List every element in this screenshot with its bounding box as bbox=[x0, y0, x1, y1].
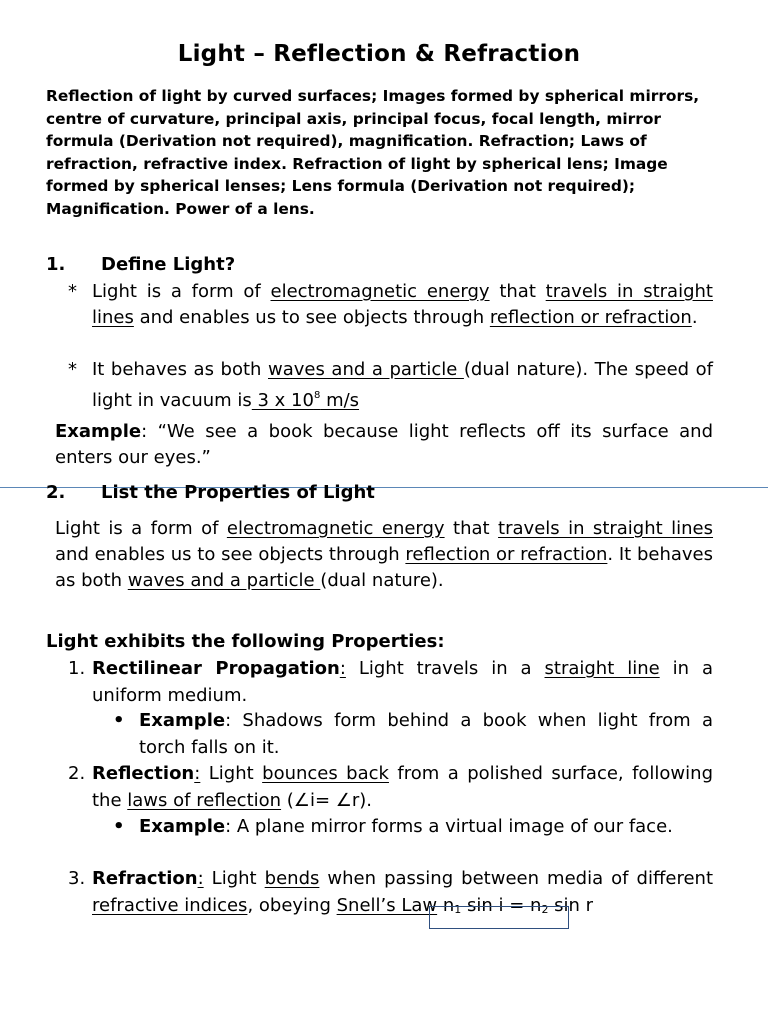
example-label: Example bbox=[139, 816, 226, 837]
example-text: : “We see a book because light reflects off its surface and enters our eyes.” bbox=[55, 421, 713, 468]
text-run: Light is a form of bbox=[92, 281, 271, 302]
text-run: 3 x 10 bbox=[251, 390, 314, 411]
text-run: (∠i= ∠r). bbox=[281, 789, 373, 811]
property-label: Reflection bbox=[92, 763, 195, 784]
item-text bbox=[92, 656, 713, 709]
text-run: : bbox=[197, 868, 204, 889]
syllabus-paragraph: Reflection of light by curved surfaces; Images formed by spherical mirrors, centre of curvature, principal axis, principal focus, focal length, mirror formula (Derivation not required), magnification. Refraction; Laws of refraction, refractive index. Refraction of light by spherical lens; Image formed by spherical lenses; Lens formula (Derivation not required); Magnification. Power of a lens. bbox=[46, 87, 700, 218]
text-run: : bbox=[339, 658, 346, 679]
item-number: 1. bbox=[68, 658, 86, 679]
properties-intro-paragraph bbox=[55, 516, 713, 594]
text-run: , obeying bbox=[247, 894, 337, 916]
question-2-heading bbox=[46, 482, 375, 503]
underlined-term: refractive indices bbox=[92, 894, 248, 916]
underlined-term: travels in straight lines bbox=[92, 281, 713, 328]
text-run: Light bbox=[200, 763, 263, 784]
text-run: and enables us to see objects through bbox=[55, 544, 406, 565]
definition-bullet-1 bbox=[68, 279, 713, 331]
example-paragraph bbox=[55, 419, 713, 471]
text-run: in a uniform medium. bbox=[92, 658, 714, 706]
speed-of-light-value bbox=[252, 390, 359, 411]
property-label: Rectilinear Propagation bbox=[92, 658, 340, 679]
underlined-term: reflection or refraction bbox=[489, 307, 692, 328]
example-label: Example bbox=[55, 421, 142, 442]
underlined-term: electromagnetic energy bbox=[226, 518, 445, 539]
item-text bbox=[92, 866, 713, 923]
bullet-asterisk: * bbox=[68, 281, 77, 302]
question-text: List the Properties of Light bbox=[101, 482, 375, 503]
bullet-asterisk: * bbox=[68, 359, 77, 380]
underlined-term: waves and a particle bbox=[127, 570, 321, 591]
item-number: 2. bbox=[68, 763, 86, 784]
text-run: that bbox=[444, 518, 499, 539]
text-run: Light is a form of bbox=[55, 518, 227, 539]
text-run: . bbox=[691, 307, 698, 328]
text-run: that bbox=[489, 281, 546, 302]
question-text: Define Light? bbox=[101, 254, 236, 275]
example-label: Example bbox=[139, 710, 226, 731]
bullet-text bbox=[92, 279, 713, 331]
underlined-term: waves and a particle bbox=[268, 359, 464, 380]
text-run: : A plane mirror forms a virtual image of our face. bbox=[225, 816, 673, 837]
text-run: It behaves as both bbox=[92, 359, 268, 380]
bullet-text bbox=[92, 357, 713, 414]
question-number: 1. bbox=[46, 254, 66, 275]
text-run: : Shadows form behind a book when light from a torch falls on it. bbox=[139, 710, 713, 758]
text-run: sin i = n bbox=[461, 894, 542, 916]
property-2-example bbox=[113, 814, 713, 841]
text-run: sin r bbox=[548, 894, 594, 916]
underlined-term: laws of reflection bbox=[127, 789, 282, 811]
question-1-heading bbox=[46, 254, 235, 275]
subscript: 2 bbox=[541, 902, 549, 916]
property-1-example bbox=[113, 708, 713, 761]
property-item-3 bbox=[68, 866, 713, 923]
text-run: : bbox=[194, 763, 201, 784]
bullet-dot: • bbox=[113, 816, 125, 837]
text-run: (dual nature). bbox=[320, 570, 444, 591]
property-item-1 bbox=[68, 656, 713, 709]
properties-heading: Light exhibits the following Properties: bbox=[46, 631, 445, 652]
example-text bbox=[139, 708, 713, 761]
question-number: 2. bbox=[46, 482, 66, 503]
page-title: Light – Reflection & Refraction bbox=[177, 41, 581, 67]
item-text bbox=[92, 761, 713, 814]
underlined-term: straight line bbox=[544, 658, 660, 679]
text-run: Light bbox=[203, 868, 265, 889]
bullet-dot: • bbox=[113, 710, 125, 731]
subscript: 1 bbox=[454, 902, 462, 916]
property-item-2 bbox=[68, 761, 713, 814]
underlined-term: travels in straight lines bbox=[498, 518, 714, 539]
text-run: n bbox=[437, 894, 455, 916]
exponent: 8 bbox=[313, 390, 321, 401]
underlined-term: reflection or refraction bbox=[405, 544, 608, 565]
property-label: Refraction bbox=[92, 868, 198, 889]
text-run: (dual nature). The speed of light in vacuum is bbox=[92, 359, 713, 411]
text-run: from a polished surface, following the bbox=[92, 763, 713, 811]
snells-law-term: Snell’s Law bbox=[336, 894, 438, 916]
text-run: when passing between media of different bbox=[319, 868, 713, 889]
example-text bbox=[139, 814, 713, 841]
underlined-term: bounces back bbox=[262, 763, 389, 784]
text-run: and enables us to see objects through bbox=[133, 307, 490, 328]
selection-box bbox=[429, 906, 569, 929]
underlined-term: bends bbox=[264, 868, 320, 889]
text-run: . It behaves as both bbox=[55, 544, 714, 591]
item-number: 3. bbox=[68, 868, 86, 889]
underlined-term: electromagnetic energy bbox=[270, 281, 490, 302]
definition-bullet-2 bbox=[68, 357, 713, 414]
text-run: m/s bbox=[320, 390, 360, 411]
text-run: Light travels in a bbox=[345, 658, 545, 679]
